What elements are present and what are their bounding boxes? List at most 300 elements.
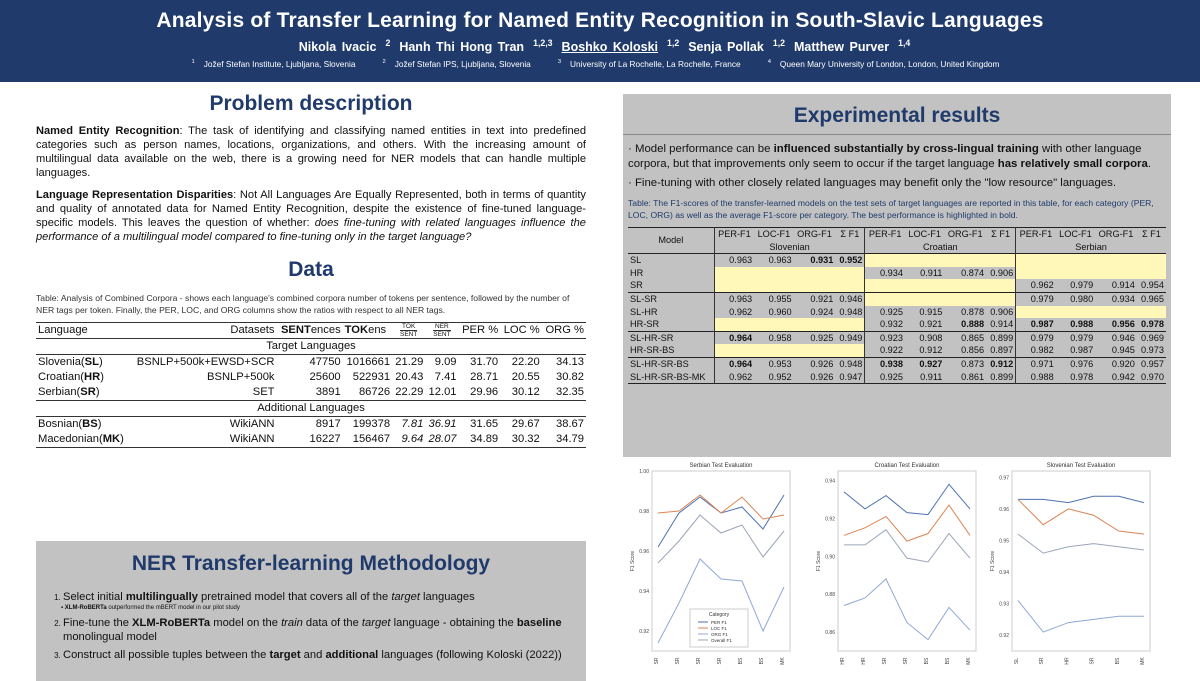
score-value: 0.987 — [1070, 345, 1094, 356]
score-cell — [794, 357, 836, 370]
col-header: Σ F1 — [840, 229, 860, 239]
model-name: SR — [630, 280, 643, 291]
score-cell — [1095, 357, 1137, 370]
t: Construct all possible tuples between the — [63, 649, 270, 661]
table-cell: 22.20 — [511, 356, 540, 369]
x-tick-label: HR — [840, 657, 846, 665]
score-cell — [1016, 267, 1056, 280]
target-rows — [36, 355, 586, 401]
score-cell — [835, 267, 865, 280]
results-heading: Experimental results — [623, 94, 1171, 135]
score-value: 0.969 — [1141, 332, 1164, 343]
table-cell: 522931 — [352, 371, 391, 384]
t: XLM-RoBERTa — [64, 605, 107, 611]
legend-entry: LOC F1 — [711, 626, 727, 631]
affiliation — [192, 59, 365, 69]
score-cell — [865, 292, 905, 305]
t: pretrained model that covers all of the — [197, 591, 392, 603]
disparity-text: : Not All Languages Are Equally Represented, both in terms of quantity and quality of annotated data for Named Entity Recognition, despite the existence of fine-tuned language-specific models. This leaves the question of whether: — [36, 189, 586, 229]
author-affil-sup: 1,4 — [898, 38, 911, 48]
table-cell: 30.32 — [511, 433, 540, 446]
score-value: 0.970 — [1141, 371, 1164, 382]
language-cell — [36, 370, 129, 385]
score-cell — [986, 292, 1016, 305]
lang-header: Slovenian — [714, 241, 865, 254]
score-cell — [835, 318, 865, 331]
score-value: 0.980 — [1070, 293, 1094, 304]
table-cell: 8917 — [315, 418, 341, 431]
score-cell — [835, 292, 865, 305]
col-header: LOC-F1 — [1059, 229, 1092, 239]
caption-lead: Table — [628, 198, 649, 208]
additional-rows — [36, 417, 586, 448]
table-row — [628, 344, 1166, 357]
score-cell — [835, 371, 865, 384]
model-name: SL-HR-SR-BS-MK — [630, 371, 706, 382]
language-cell — [36, 355, 129, 371]
step-1 — [63, 590, 574, 612]
table-row — [628, 292, 1166, 305]
score-cell — [944, 306, 986, 319]
x-tick-label: SR — [696, 657, 702, 665]
t: additional — [325, 649, 379, 661]
score-cell — [905, 267, 944, 280]
problem-heading: Problem description — [209, 92, 413, 115]
problem-paragraph-1 — [36, 124, 586, 180]
score-cell — [754, 344, 793, 357]
score-cell — [986, 306, 1016, 319]
score-value: 0.946 — [1111, 332, 1135, 343]
x-tick-label: BS — [738, 657, 744, 665]
table-row — [628, 267, 1166, 280]
score-value: 0.912 — [919, 345, 943, 356]
affil-sup: 2 — [382, 59, 386, 66]
table-row — [628, 306, 1166, 319]
affil-text: University of La Rochelle, La Rochelle, France — [570, 59, 741, 70]
score-value: 0.911 — [920, 371, 943, 382]
score-cell — [835, 306, 865, 319]
score-value: 0.988 — [1030, 371, 1054, 382]
col-header: ORG-F1 — [947, 229, 983, 239]
corpora-table — [36, 322, 586, 448]
score-cell — [714, 344, 754, 357]
table-cell: 1016661 — [346, 356, 391, 369]
score-cell — [865, 254, 905, 267]
x-tick-label: SL — [1014, 657, 1020, 665]
t: HR — [84, 371, 101, 384]
score-value: 0.908 — [919, 332, 943, 343]
t: languages (following Koloski (2022)) — [378, 649, 562, 661]
table-cell: 9.09 — [434, 356, 457, 369]
col-language: Language — [38, 324, 88, 337]
score-cell — [1095, 267, 1137, 280]
t: languages — [419, 591, 475, 603]
score-value: 0.962 — [729, 371, 753, 382]
frac-den: SENT — [433, 331, 451, 338]
table-header-row — [36, 323, 586, 339]
score-cell — [1056, 254, 1095, 267]
score-cell — [835, 331, 865, 344]
x-tick-label: HR — [861, 657, 867, 665]
score-cell — [835, 357, 865, 370]
score-cell — [1056, 331, 1095, 344]
x-tick-label: SR — [903, 657, 909, 665]
model-name: HR-SR — [630, 319, 660, 330]
t: with other language corpora, but that improvements only seem to occur if the target language — [628, 143, 1142, 170]
methodology-heading: NER Transfer-learning Methodology — [131, 552, 491, 575]
results-header-row — [628, 228, 1166, 241]
y-tick-label: 0.92 — [639, 629, 649, 635]
score-value: 0.979 — [1030, 332, 1054, 343]
score-cell — [794, 344, 836, 357]
score-cell — [1056, 306, 1095, 319]
score-cell — [1016, 371, 1056, 384]
score-cell — [714, 371, 754, 384]
affiliation — [383, 59, 540, 69]
score-value: 0.976 — [1070, 358, 1094, 369]
chart-title: Serbian Test Evaluation — [689, 463, 753, 469]
methodology-steps — [48, 590, 574, 662]
score-cell — [944, 357, 986, 370]
score-value: 0.925 — [879, 306, 903, 317]
t: Serbian( — [38, 386, 81, 399]
table-cell: 36.91 — [428, 418, 457, 431]
col-header: Σ F1 — [991, 229, 1011, 239]
problem-paragraph-2 — [36, 188, 586, 244]
score-cell — [714, 254, 754, 267]
score-value: 0.923 — [879, 332, 903, 343]
score-cell — [1137, 371, 1166, 384]
score-cell — [944, 371, 986, 384]
score-cell — [944, 254, 986, 267]
score-value: 0.931 — [810, 255, 834, 266]
t: BS — [82, 418, 98, 431]
score-cell — [944, 292, 986, 305]
affil-sup: 3 — [557, 59, 562, 66]
data-heading: Data — [288, 258, 334, 281]
author-name: Matthew Purver — [794, 40, 890, 55]
score-value: 0.988 — [1070, 319, 1094, 330]
score-value: 0.920 — [1111, 358, 1135, 369]
score-cell — [986, 371, 1016, 384]
y-tick-label: 0.86 — [825, 630, 835, 637]
score-value: 0.888 — [961, 319, 985, 330]
score-value: 0.948 — [839, 358, 863, 369]
score-cell — [865, 306, 905, 319]
table-cell: 38.67 — [556, 418, 584, 431]
score-value: 0.897 — [990, 345, 1014, 356]
table-cell: 7.41 — [434, 371, 457, 384]
score-cell — [1016, 344, 1056, 357]
score-cell — [1137, 357, 1166, 370]
step-1-note: ▪ XLM-RoBERTa outperformed the mBERT model in our pilot study — [61, 605, 240, 611]
t: monolingual model — [63, 631, 157, 643]
score-cell — [1095, 279, 1137, 292]
table-cell: 47750 — [309, 356, 341, 369]
score-value: 0.926 — [810, 371, 834, 382]
ner-term: Named Entity Recognition — [36, 125, 180, 137]
score-cell — [835, 279, 865, 292]
score-cell — [1016, 292, 1056, 305]
t: target — [391, 591, 420, 603]
score-cell — [754, 371, 793, 384]
score-value: 0.856 — [961, 345, 985, 356]
ner-definition: : The task of identifying and classifying named entities in text into predefined categories such as person names, locations, organizations, and others. With the increasing amount of multilingual data available on the web, there is a growing need for NER models that can handle multiple languages. — [36, 125, 586, 179]
table-cell: 31.70 — [470, 356, 499, 369]
language-cell — [36, 417, 129, 433]
table-cell: 30.82 — [556, 371, 584, 384]
t: and — [300, 649, 326, 661]
y-axis-label: F1 Score — [630, 550, 636, 572]
t: Fine-tuning with other closely related languages may benefit only the "low resource" languages. — [634, 177, 1117, 189]
score-value: 0.978 — [1070, 371, 1094, 382]
col-datasets: Datasets — [230, 324, 275, 337]
model-name: SL-HR — [630, 306, 658, 317]
score-cell — [1056, 279, 1095, 292]
t: target — [361, 617, 391, 629]
x-tick-label: BS — [924, 657, 930, 665]
table-row — [36, 432, 586, 448]
score-cell — [794, 267, 836, 280]
col-loc: LOC % — [503, 324, 540, 337]
chart-title: Croatian Test Evaluation — [874, 463, 940, 469]
results-table — [628, 227, 1166, 384]
model-name: HR-SR-BS — [630, 345, 675, 356]
col-header: ORG-F1 — [797, 229, 832, 239]
t: ) — [100, 371, 104, 384]
score-cell — [714, 306, 754, 319]
col-header: PER-F1 — [1016, 228, 1056, 241]
affil-sup: 4 — [767, 59, 771, 66]
score-value: 0.987 — [1030, 319, 1054, 330]
table-cell: BSNLP+500k — [207, 371, 275, 384]
score-value: 0.949 — [839, 332, 863, 343]
sent-rest: ences — [310, 324, 341, 337]
score-cell — [1095, 292, 1137, 305]
t: Bosnian( — [38, 418, 83, 431]
score-cell — [986, 344, 1016, 357]
caption-text: : Analysis of Combined Corpora - shows each language's combined corpora number of tokens per sentence, followed by the number of NER tags per token. Finally, the PER, LOC, and ORG columns show the ratios with respect to all NER tags. — [36, 293, 570, 315]
t: SR — [80, 386, 96, 399]
x-tick-label: SR — [675, 657, 681, 665]
score-value: 0.971 — [1030, 358, 1054, 369]
score-cell — [794, 331, 836, 344]
table-row — [628, 331, 1166, 344]
y-tick-label: 0.95 — [999, 538, 1009, 545]
score-cell — [944, 267, 986, 280]
y-axis-label: F1 Score — [816, 550, 822, 572]
score-value: 0.927 — [919, 358, 943, 369]
score-cell — [794, 318, 836, 331]
affil-text: Jožef Stefan IPS, Ljubljana, Slovenia — [394, 59, 531, 70]
t: baseline — [516, 617, 562, 629]
score-cell — [865, 331, 905, 344]
t: SL — [84, 356, 99, 369]
col-ner-per-sent — [425, 323, 458, 339]
table-cell: 199378 — [352, 418, 391, 431]
score-cell — [1095, 371, 1137, 384]
score-cell — [835, 254, 865, 267]
target-languages-label: Target Languages — [36, 339, 586, 355]
table-cell: 30.12 — [511, 386, 540, 399]
score-value: 0.942 — [1111, 371, 1135, 382]
author-name: Hanh Thi Hong Tran — [399, 40, 525, 55]
table-cell: 86726 — [358, 386, 391, 399]
col-header: PER-F1 — [714, 228, 754, 241]
score-cell — [905, 371, 944, 384]
plot-area — [1012, 471, 1150, 651]
score-cell — [794, 254, 836, 267]
table-row — [628, 371, 1166, 384]
score-value: 0.921 — [810, 293, 834, 304]
score-value: 0.962 — [1030, 280, 1054, 291]
data-table-caption — [36, 292, 586, 316]
score-value: 0.906 — [990, 267, 1014, 278]
score-cell — [754, 331, 793, 344]
sent-bold: SENT — [280, 324, 311, 337]
affiliation-list — [0, 59, 1200, 69]
table-row — [628, 279, 1166, 292]
table-cell: 34.13 — [556, 356, 584, 369]
t: outperformed the mBERT model in our pilot study — [106, 605, 240, 611]
score-cell — [865, 371, 905, 384]
score-cell — [986, 357, 1016, 370]
score-cell — [1056, 318, 1095, 331]
t: language - obtaining the — [390, 617, 517, 629]
col-org: ORG % — [545, 324, 584, 337]
score-cell — [754, 267, 793, 280]
table-cell: 34.89 — [470, 433, 499, 446]
col-header: ORG-F1 — [1098, 229, 1134, 239]
frac-num: NER — [435, 323, 449, 330]
author-affil-sup: 1,2 — [772, 38, 786, 48]
score-value: 0.899 — [990, 332, 1014, 343]
score-cell — [944, 318, 986, 331]
score-cell — [1095, 306, 1137, 319]
author-affil-sup: 2 — [385, 38, 391, 48]
frac-den: SENT — [400, 331, 418, 338]
score-value: 0.960 — [768, 306, 792, 317]
score-cell — [754, 318, 793, 331]
t: data of the — [302, 617, 362, 629]
score-cell — [1016, 318, 1056, 331]
x-tick-label: BS — [759, 657, 765, 665]
t: Fine-tune the — [63, 617, 133, 629]
chart-croatian-svg — [812, 457, 982, 675]
score-cell — [865, 344, 905, 357]
col-model: Model — [658, 235, 684, 246]
score-cell — [905, 254, 944, 267]
score-cell — [905, 357, 944, 370]
col-sentences — [277, 323, 343, 339]
table-cell: SET — [252, 386, 275, 399]
score-cell — [754, 254, 793, 267]
table-cell: 28.07 — [428, 433, 457, 446]
t: XLM-RoBERTa — [132, 617, 211, 629]
affiliation — [768, 59, 1009, 69]
table-cell: 20.55 — [511, 371, 540, 384]
score-cell — [754, 279, 793, 292]
score-value: 0.978 — [1141, 319, 1164, 330]
model-name: SL — [630, 255, 642, 266]
score-value: 0.948 — [839, 306, 863, 317]
t: multilingually — [125, 591, 198, 603]
score-value: 0.873 — [961, 358, 985, 369]
score-cell — [714, 331, 754, 344]
score-value: 0.963 — [729, 293, 753, 304]
score-value: 0.922 — [879, 345, 903, 356]
score-cell — [1016, 357, 1056, 370]
t: MK — [102, 433, 121, 446]
score-value: 0.912 — [990, 358, 1014, 369]
y-tick-label: 0.88 — [825, 592, 835, 599]
y-tick-label: 0.92 — [999, 633, 1009, 640]
x-tick-label: SR — [1089, 657, 1096, 665]
score-cell — [905, 292, 944, 305]
table-cell: 29.96 — [470, 386, 499, 399]
score-cell — [794, 306, 836, 319]
x-tick-label: BS — [1114, 657, 1121, 665]
results-bullet-2: · Fine-tuning with other closely related languages may benefit only the "low resource" languages. — [628, 177, 1117, 189]
legend-entry: ORG F1 — [711, 632, 728, 637]
col-header: LOC-F1 — [757, 229, 791, 239]
methodology-box — [36, 541, 586, 681]
score-cell — [1016, 306, 1056, 319]
score-value: 0.911 — [920, 267, 943, 278]
score-cell — [986, 331, 1016, 344]
lang-header: Croatian — [865, 241, 1016, 254]
x-tick-label: SR — [882, 657, 888, 665]
chart-serbian — [626, 457, 796, 675]
score-cell — [986, 254, 1016, 267]
score-cell — [835, 344, 865, 357]
score-cell — [1016, 331, 1056, 344]
score-value: 0.979 — [1030, 293, 1054, 304]
y-tick-label: 0.98 — [639, 509, 649, 515]
score-cell — [1137, 306, 1166, 319]
table-cell: 9.64 — [401, 433, 424, 446]
score-cell — [714, 279, 754, 292]
col-per: PER % — [462, 324, 499, 337]
poster-header — [0, 0, 1200, 82]
score-value: 0.938 — [879, 358, 903, 369]
y-tick-label: 0.96 — [639, 549, 649, 555]
table-row — [628, 318, 1166, 331]
score-cell — [794, 292, 836, 305]
step-3 — [63, 648, 574, 662]
t: ) — [95, 386, 100, 399]
y-tick-label: 0.94 — [639, 589, 649, 595]
affil-text: Queen Mary University of London, London, United Kingdom — [779, 59, 1000, 70]
t: Slovenia( — [38, 356, 85, 369]
legend-title: Category — [708, 612, 730, 618]
left-column — [36, 92, 586, 675]
score-cell — [794, 371, 836, 384]
score-cell — [1137, 254, 1166, 267]
chart-title: Slovenian Test Evaluation — [1046, 463, 1116, 469]
y-axis-label: F1 Score — [990, 550, 996, 572]
score-cell — [944, 279, 986, 292]
y-tick-label: 0.90 — [825, 554, 835, 561]
research-question: does fine-tuning with related languages influence the performance of a multilingual model compared to fine-tuning only in the target language? — [36, 217, 586, 243]
score-value: 0.965 — [1141, 293, 1164, 304]
score-cell — [1137, 292, 1166, 305]
score-value: 0.878 — [961, 306, 985, 317]
score-value: 0.979 — [1070, 280, 1094, 291]
score-value: 0.957 — [1141, 358, 1164, 369]
y-tick-label: 0.92 — [825, 516, 835, 523]
table-cell: 20.43 — [395, 371, 424, 384]
